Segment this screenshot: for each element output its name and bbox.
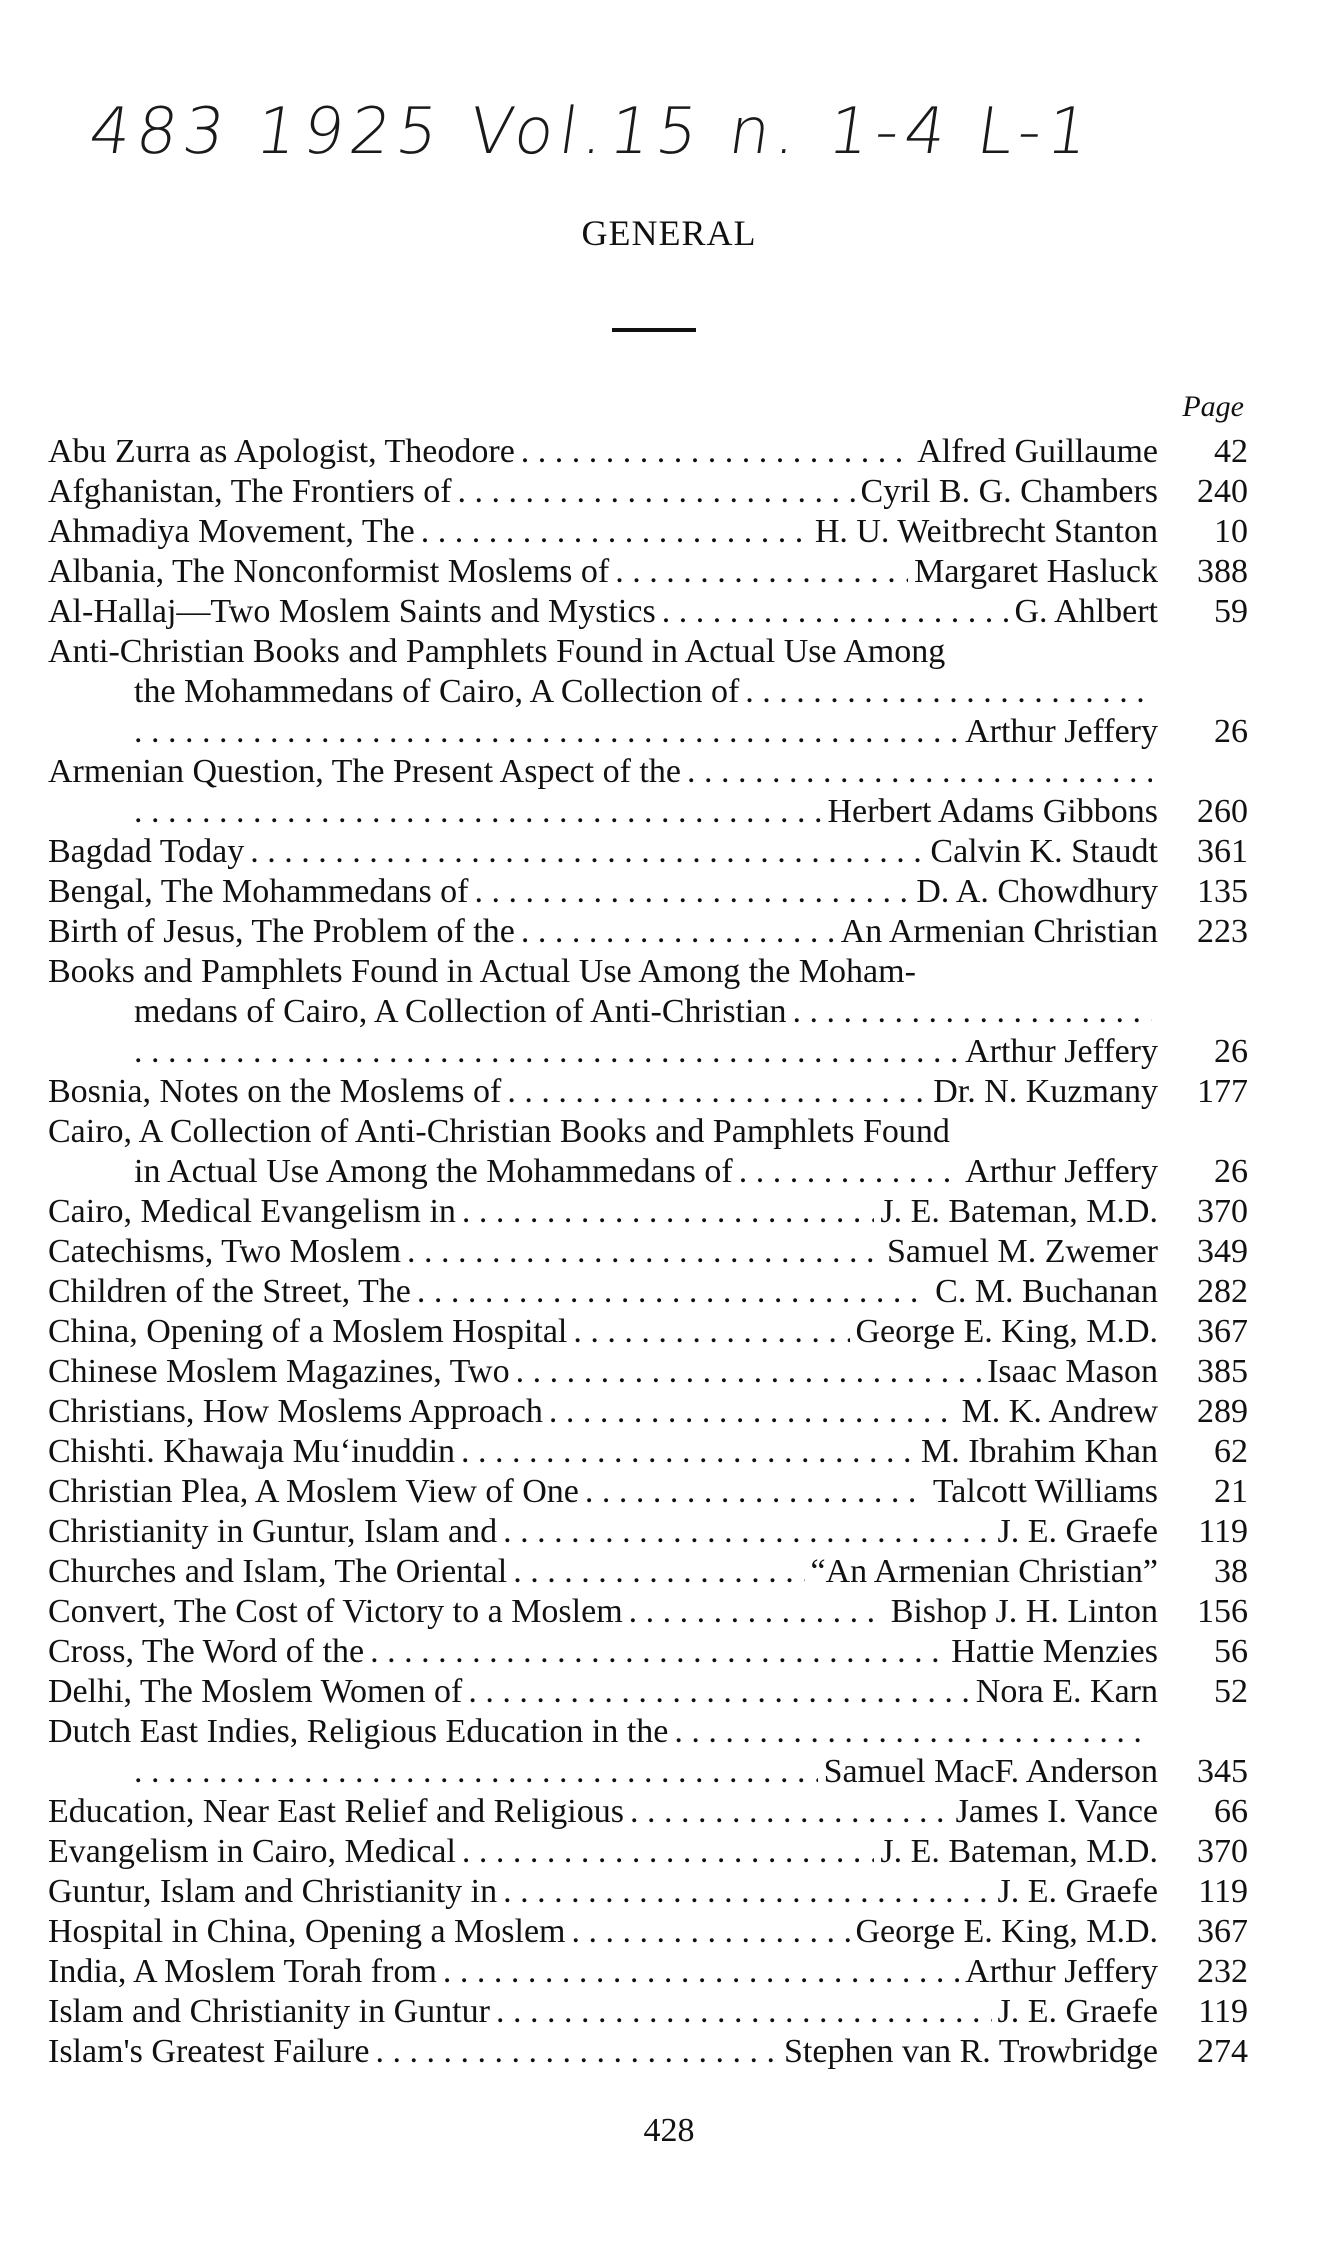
entry-title: Churches and Islam, The Oriental	[48, 1553, 508, 1590]
leader-dots	[134, 1032, 959, 1072]
leader-dots	[572, 1912, 850, 1952]
entry-title: Cairo, A Collection of Anti-Christian Books and Pamphlets Found	[48, 1113, 950, 1150]
entry-title: Birth of Jesus, The Problem of the	[48, 913, 515, 950]
handwritten-annotation: 483 1925 Vol.15 n. 1-4 L-1	[84, 95, 1100, 169]
leader-dots	[134, 792, 821, 832]
leader-dots	[585, 1472, 927, 1512]
index-entry	[48, 1592, 1248, 1632]
leader-dots	[134, 712, 959, 752]
entry-title: Cross, The Word of the	[48, 1633, 365, 1670]
leader-dots	[407, 1232, 881, 1272]
leader-dots	[516, 1352, 982, 1392]
index-entry	[48, 552, 1248, 592]
entry-title: Education, Near East Relief and Religious	[48, 1793, 624, 1830]
leader-dots	[461, 1432, 915, 1472]
leader-dots	[475, 872, 911, 912]
entry-page: 240	[1197, 473, 1248, 510]
entry-page: 349	[1197, 1233, 1248, 1270]
entry-title: India, A Moslem Torah from	[48, 1953, 437, 1990]
leader-dots	[443, 1952, 959, 1992]
entry-author: G. Ahlbert	[1014, 593, 1158, 630]
leader-dots	[468, 1672, 969, 1712]
entry-page: 38	[1214, 1553, 1248, 1590]
index-entry	[48, 1272, 1248, 1312]
entry-author: H. U. Weitbrecht Stanton	[814, 513, 1158, 550]
leader-dots	[250, 832, 924, 872]
index-entry	[48, 1512, 1248, 1552]
index-entry	[48, 1552, 1248, 1592]
entry-title: Afghanistan, The Frontiers of	[48, 473, 452, 510]
entry-title: medans of Cairo, A Collection of Anti-Christian	[134, 993, 787, 1030]
index-entry	[48, 2032, 1248, 2072]
leader-dots	[370, 1632, 945, 1672]
leader-dots	[503, 1512, 991, 1552]
entry-title: Armenian Question, The Present Aspect of the	[48, 753, 681, 790]
entry-page: 289	[1197, 1393, 1248, 1430]
entry-title: Bagdad Today	[48, 833, 245, 870]
index-entry	[48, 912, 1248, 952]
leader-dots	[496, 1992, 992, 2032]
entry-title: Islam's Greatest Failure	[48, 2033, 370, 2070]
entry-author: Samuel MacF. Anderson	[823, 1753, 1158, 1790]
entry-title: Delhi, The Moslem Women of	[48, 1673, 463, 1710]
index-entry-continuation	[48, 1032, 1248, 1072]
index-entry-continuation	[48, 792, 1248, 832]
entry-author: J. E. Bateman, M.D.	[880, 1193, 1158, 1230]
leader-dots	[662, 592, 1009, 632]
entry-author: J. E. Graefe	[997, 1993, 1158, 2030]
entry-title: Bengal, The Mohammedans of	[48, 873, 469, 910]
entry-author: Arthur Jeffery	[965, 713, 1158, 750]
leader-dots	[793, 992, 1152, 1032]
leader-dots	[521, 432, 911, 472]
index-entry	[48, 1632, 1248, 1672]
entry-page: 119	[1198, 1993, 1248, 2030]
leader-dots	[615, 552, 908, 592]
index-entry	[48, 952, 1248, 992]
entry-page: 59	[1214, 593, 1248, 630]
entry-page: 223	[1197, 913, 1248, 950]
entry-title: the Mohammedans of Cairo, A Collection of	[134, 673, 740, 710]
entry-page: 177	[1197, 1073, 1248, 1110]
entry-title: Books and Pamphlets Found in Actual Use Among the Moham-	[48, 953, 916, 990]
entry-author: C. M. Buchanan	[935, 1273, 1158, 1310]
entry-page: 367	[1197, 1313, 1248, 1350]
entry-page: 232	[1197, 1953, 1248, 1990]
entry-author: “An Armenian Christian”	[810, 1553, 1158, 1590]
leader-dots	[521, 912, 835, 952]
entry-author: Alfred Guillaume	[917, 433, 1158, 470]
entry-title: Ahmadiya Movement, The	[48, 513, 415, 550]
entry-author: Samuel M. Zwemer	[887, 1233, 1158, 1270]
entry-author: George E. King, M.D.	[855, 1913, 1158, 1950]
index-entry	[48, 1312, 1248, 1352]
index-entry	[48, 432, 1248, 472]
entry-title: Christianity in Guntur, Islam and	[48, 1513, 498, 1550]
index-entry	[48, 1912, 1248, 1952]
index-entry	[48, 1712, 1248, 1752]
entry-author: Arthur Jeffery	[965, 1153, 1158, 1190]
entry-author: Dr. N. Kuzmany	[933, 1073, 1158, 1110]
entry-title: Catechisms, Two Moslem	[48, 1233, 402, 1270]
index-entry	[48, 632, 1248, 672]
entry-author: J. E. Bateman, M.D.	[880, 1833, 1158, 1870]
entry-page: 282	[1197, 1273, 1248, 1310]
entry-title: Al-Hallaj—Two Moslem Saints and Mystics	[48, 593, 656, 630]
index-entry	[48, 1072, 1248, 1112]
entry-author: Hattie Menzies	[951, 1633, 1158, 1670]
leader-dots	[630, 1792, 950, 1832]
entry-page: 370	[1197, 1833, 1248, 1870]
entry-page: 156	[1197, 1593, 1248, 1630]
index-entry	[48, 832, 1248, 872]
entry-author: M. Ibrahim Khan	[920, 1433, 1158, 1470]
entry-title: Chinese Moslem Magazines, Two	[48, 1353, 510, 1390]
index-entry	[48, 1792, 1248, 1832]
entry-page: 135	[1197, 873, 1248, 910]
index-list	[48, 432, 1248, 2072]
entry-title: Dutch East Indies, Religious Education in the	[48, 1713, 669, 1750]
index-entry-continuation	[48, 1152, 1248, 1192]
entry-title: Cairo, Medical Evangelism in	[48, 1193, 456, 1230]
page-column-label: Page	[1182, 390, 1244, 423]
entry-title: Evangelism in Cairo, Medical	[48, 1833, 456, 1870]
entry-title: Bosnia, Notes on the Moslems of	[48, 1073, 502, 1110]
entry-page: 21	[1214, 1473, 1248, 1510]
entry-author: Talcott Williams	[932, 1473, 1158, 1510]
index-entry	[48, 1232, 1248, 1272]
entry-page: 274	[1197, 2033, 1248, 2070]
index-entry-continuation	[48, 712, 1248, 752]
leader-dots	[375, 2032, 778, 2072]
index-entry	[48, 1192, 1248, 1232]
index-entry	[48, 1832, 1248, 1872]
leader-dots	[134, 1752, 818, 1792]
entry-author: J. E. Graefe	[997, 1513, 1158, 1550]
entry-author: Isaac Mason	[987, 1353, 1158, 1390]
entry-author: Arthur Jeffery	[965, 1953, 1158, 1990]
page-number: 428	[643, 2112, 695, 2149]
section-heading: GENERAL	[581, 213, 757, 253]
leader-dots	[513, 1552, 804, 1592]
entry-title: Islam and Christianity in Guntur	[48, 1993, 490, 2030]
leader-dots	[549, 1392, 956, 1432]
index-entry	[48, 592, 1248, 632]
entry-page: 26	[1214, 713, 1248, 750]
index-entry	[48, 1872, 1248, 1912]
leader-dots	[739, 1152, 959, 1192]
entry-page: 52	[1214, 1673, 1248, 1710]
entry-title: Hospital in China, Opening a Moslem	[48, 1913, 566, 1950]
index-entry	[48, 1432, 1248, 1472]
entry-title: Christian Plea, A Moslem View of One	[48, 1473, 579, 1510]
entry-author: Nora E. Karn	[975, 1673, 1158, 1710]
entry-title: Anti-Christian Books and Pamphlets Found in Actual Use Among	[48, 633, 946, 670]
leader-dots	[503, 1872, 991, 1912]
entry-title: Guntur, Islam and Christianity in	[48, 1873, 498, 1910]
entry-author: Cyril B. G. Chambers	[860, 473, 1158, 510]
index-entry	[48, 1472, 1248, 1512]
index-entry	[48, 472, 1248, 512]
entry-page: 388	[1197, 553, 1248, 590]
leader-dots	[462, 1832, 874, 1872]
entry-title: Children of the Street, The	[48, 1273, 411, 1310]
entry-title: in Actual Use Among the Mohammedans of	[134, 1153, 733, 1190]
entry-page: 361	[1197, 833, 1248, 870]
entry-author: Arthur Jeffery	[965, 1033, 1158, 1070]
entry-page: 345	[1197, 1753, 1248, 1790]
heading-rule	[612, 328, 696, 332]
entry-title: Albania, The Nonconformist Moslems of	[48, 553, 610, 590]
leader-dots	[674, 1712, 1152, 1752]
entry-page: 370	[1197, 1193, 1248, 1230]
entry-title: Chishti. Khawaja Mu‘inuddin	[48, 1433, 456, 1470]
index-entry	[48, 1672, 1248, 1712]
entry-author: Margaret Hasluck	[914, 553, 1158, 590]
entry-title: Abu Zurra as Apologist, Theodore	[48, 433, 515, 470]
entry-page: 26	[1214, 1033, 1248, 1070]
entry-page: 119	[1198, 1513, 1248, 1550]
leader-dots	[417, 1272, 929, 1312]
entry-author: D. A. Chowdhury	[916, 873, 1158, 910]
entry-author: James I. Vance	[955, 1793, 1158, 1830]
entry-page: 26	[1214, 1153, 1248, 1190]
index-entry	[48, 1992, 1248, 2032]
entry-page: 260	[1197, 793, 1248, 830]
entry-author: Calvin K. Staudt	[930, 833, 1158, 870]
index-entry	[48, 1392, 1248, 1432]
index-entry-continuation	[48, 1752, 1248, 1792]
leader-dots	[507, 1072, 927, 1112]
entry-author: George E. King, M.D.	[855, 1313, 1158, 1350]
entry-page: 66	[1214, 1793, 1248, 1830]
index-entry	[48, 1112, 1248, 1152]
leader-dots	[458, 472, 855, 512]
entry-page: 385	[1197, 1353, 1248, 1390]
index-entry	[48, 1352, 1248, 1392]
index-entry	[48, 1952, 1248, 1992]
entry-author: Herbert Adams Gibbons	[827, 793, 1158, 830]
entry-page: 119	[1198, 1873, 1248, 1910]
index-entry	[48, 872, 1248, 912]
entry-author: Bishop J. H. Linton	[890, 1593, 1158, 1630]
entry-page: 10	[1214, 513, 1248, 550]
leader-dots	[745, 672, 1152, 712]
entry-page: 56	[1214, 1633, 1248, 1670]
entry-author: M. K. Andrew	[961, 1393, 1158, 1430]
entry-author: J. E. Graefe	[997, 1873, 1158, 1910]
entry-author: An Armenian Christian	[840, 913, 1158, 950]
entry-author: Stephen van R. Trowbridge	[784, 2033, 1158, 2070]
index-entry	[48, 752, 1248, 792]
leader-dots	[421, 512, 809, 552]
leader-dots	[573, 1312, 849, 1352]
entry-title: Convert, The Cost of Victory to a Moslem	[48, 1593, 623, 1630]
leader-dots	[629, 1592, 885, 1632]
entry-page: 367	[1197, 1913, 1248, 1950]
index-entry-continuation	[48, 992, 1248, 1032]
entry-title: China, Opening of a Moslem Hospital	[48, 1313, 568, 1350]
leader-dots	[462, 1192, 874, 1232]
index-entry	[48, 512, 1248, 552]
entry-page: 42	[1214, 433, 1248, 470]
entry-page: 62	[1214, 1433, 1248, 1470]
entry-title: Christians, How Moslems Approach	[48, 1393, 543, 1430]
leader-dots	[687, 752, 1152, 792]
index-entry-continuation	[48, 672, 1248, 712]
